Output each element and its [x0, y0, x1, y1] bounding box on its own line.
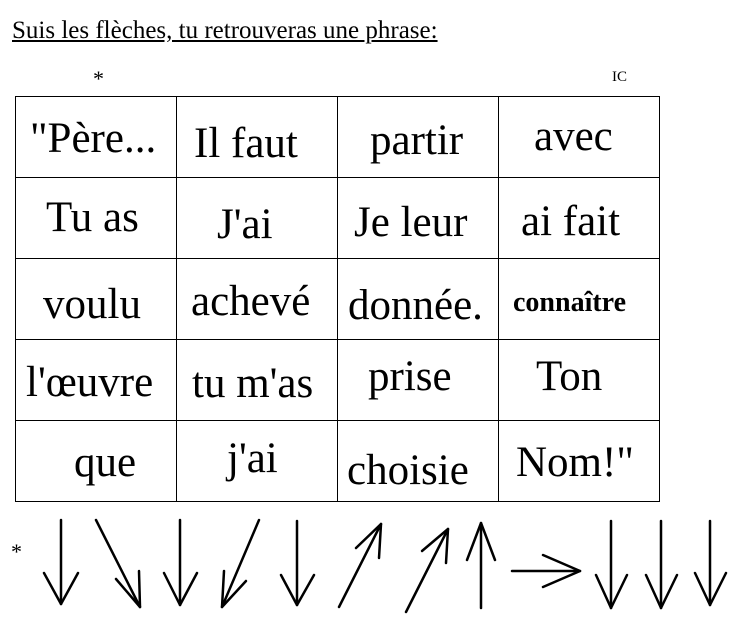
author-initials: IC	[612, 69, 627, 85]
cell-word: Nom!"	[516, 439, 634, 486]
start-star-marker-left: *	[11, 539, 22, 564]
cell-word: achevé	[191, 278, 311, 325]
grid-cell	[338, 259, 499, 340]
cell-word: partir	[370, 117, 464, 164]
grid-cell	[16, 97, 177, 178]
grid-cell	[16, 178, 177, 259]
grid-cell	[499, 97, 660, 178]
cell-word: J'ai	[217, 201, 273, 248]
arrow-down-icon	[281, 521, 314, 605]
grid-cell	[499, 340, 660, 421]
grid-cell	[338, 340, 499, 421]
grid-row	[16, 97, 660, 178]
cell-word: donnée.	[348, 282, 483, 329]
grid-row	[16, 421, 660, 502]
cell-word: l'œuvre	[26, 359, 154, 406]
cell-word: Il faut	[194, 120, 298, 167]
grid-cell	[338, 97, 499, 178]
grid-row	[16, 340, 660, 421]
arrow-up-right-icon	[406, 529, 448, 612]
arrow-down-icon	[646, 521, 677, 608]
grid-cell	[499, 421, 660, 502]
arrow-right-icon	[512, 555, 580, 587]
grid-cell	[177, 97, 338, 178]
arrow-sequence	[0, 515, 749, 624]
grid-cell	[16, 340, 177, 421]
arrow-down-icon	[695, 521, 726, 605]
arrow-down-right-icon	[96, 520, 140, 607]
cell-word: avec	[534, 113, 613, 160]
cell-word: "Père...	[30, 115, 157, 162]
cell-word: Je leur	[354, 199, 468, 246]
grid-row	[16, 178, 660, 259]
arrow-up-right-icon	[339, 524, 381, 607]
arrow-down-left-icon	[222, 520, 259, 607]
arrow-down-icon	[44, 520, 78, 604]
start-star-marker: *	[93, 66, 104, 91]
cell-word: que	[74, 439, 137, 486]
cell-word: j'ai	[227, 435, 278, 482]
cell-word: ai fait	[521, 198, 621, 245]
grid-cell	[338, 421, 499, 502]
cell-word: connaître	[513, 287, 627, 318]
cell-word: Ton	[536, 353, 603, 400]
arrow-up-icon	[467, 523, 495, 608]
grid-cell	[499, 259, 660, 340]
arrow-down-icon	[164, 520, 197, 605]
grid-cell	[177, 259, 338, 340]
cell-word: Tu as	[46, 194, 139, 241]
grid-cell	[177, 421, 338, 502]
grid-cell	[16, 259, 177, 340]
word-grid	[15, 96, 660, 502]
grid-cell	[177, 340, 338, 421]
grid-cell	[177, 178, 338, 259]
cell-word: voulu	[43, 281, 141, 328]
arrow-down-icon	[596, 521, 627, 608]
grid-cell	[338, 178, 499, 259]
cell-word: tu m'as	[192, 360, 314, 407]
cell-word: choisie	[347, 447, 469, 494]
cell-word: prise	[368, 353, 452, 400]
grid-row	[16, 259, 660, 340]
page-title: Suis les flèches, tu retrouveras une phrase:	[12, 17, 438, 44]
grid-cell	[16, 421, 177, 502]
grid-cell	[499, 178, 660, 259]
